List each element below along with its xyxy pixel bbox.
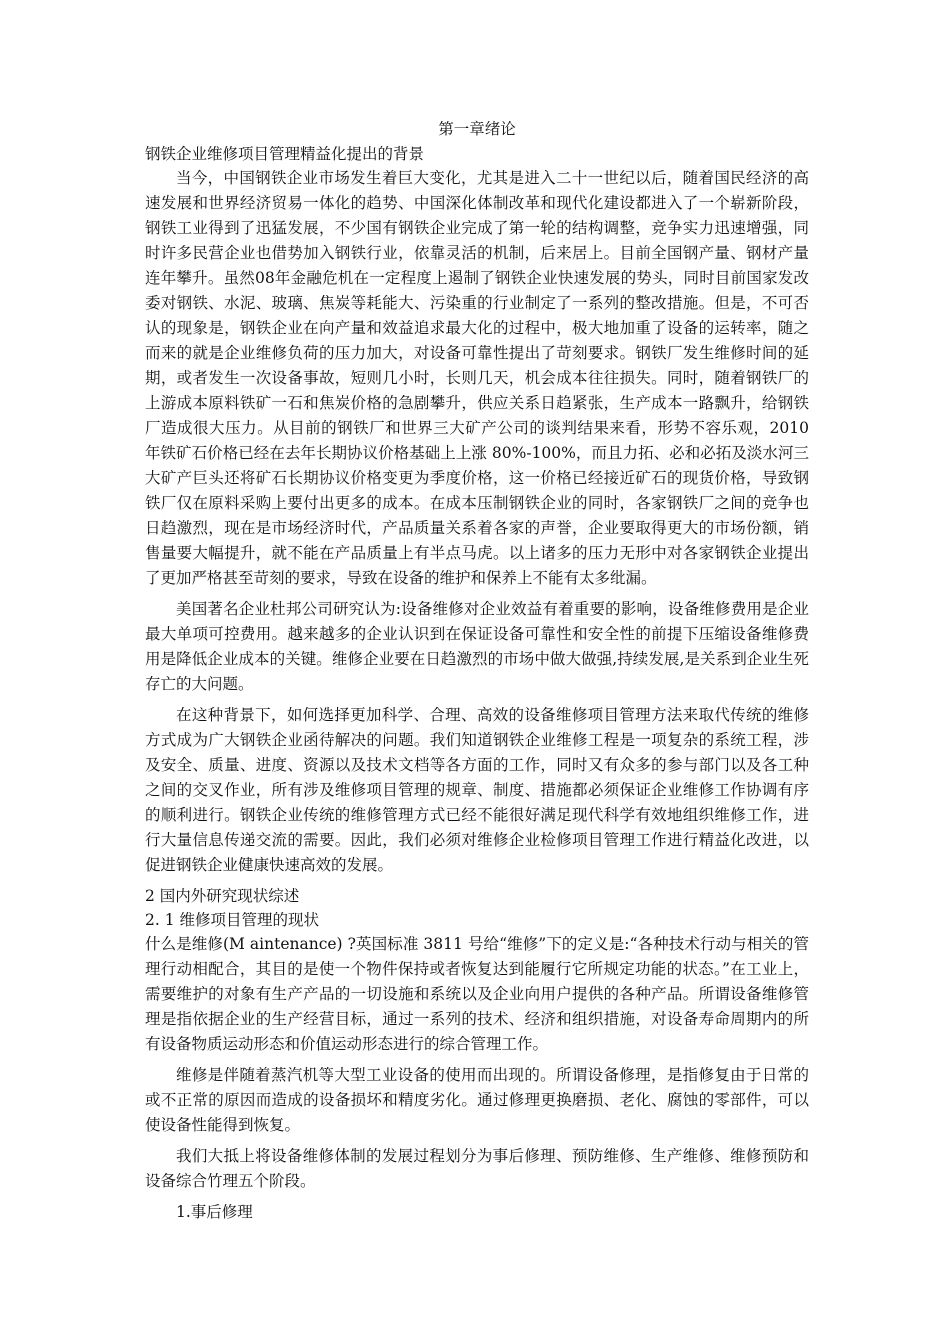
section-heading-2: 2 国内外研究现状综述 [145,887,300,905]
section-heading-background: 钢铁企业维修项目管理精益化提出的背景 [145,145,425,163]
paragraph-5: 维修是伴随着蒸汽机等大型工业设备的使用而出现的。所谓设备修理，是指修复由于日常的或不正常的原因而造成的设备损坏和精度劣化。通过修理更换磨损、老化、腐蚀的零部件，可以使设备性能得到恢复。 [145,1066,809,1134]
paragraph-2: 美国著名企业杜邦公司研究认为:设备维修对企业效益有着重要的影响，设备维修费用是企业最大单项可控费用。越来越多的企业认识到在保证设备可靠性和安全性的前提下压缩设备维修费用是降低企业成本的关键。维修企业要在日趋激烈的市场中做大做强,持续发展,是关系到企业生死存亡的大问题。 [145,600,809,693]
section-heading-2-1: 2. 1 维修项目管理的现状 [145,911,320,929]
paragraph-4: 什么是维修(M aintenance) ?英国标准 3811 号给“维修”下的定义是:“各种技术行动与相关的管理行动相配合，其目的是使一个物件保持或者恢复达到能履行它所规定功能的状态。”在工业上，需要维护的对象有生产产品的一切设施和系统以及企业向用户提供的各种产品。所谓设备维修管理是指依据企业的生产经营目标，通过一系列的技术、经济和组织措施，对设备寿命周期内的所有设备物质运动形态和价值运动形态进行的综合管理工作。 [145,935,809,1053]
paragraph-6: 我们大抵上将设备维修体制的发展过程划分为事后修理、预防维修、生产维修、维修预防和设备综合竹理五个阶段。 [145,1147,809,1190]
paragraph-3: 在这种背景下，如何选择更加科学、合理、高效的设备维修项目管理方法来取代传统的维修方式成为广大钢铁企业函待解决的问题。我们知道钢铁企业维修工程是一项复杂的系统工程，涉及安全、质量、进度、资源以及技术文档等各方面的工作，同时又有众多的参与部门以及各工种之间的交叉作业，所有涉及维修项目管理的规章、制度、措施都必须保证企业维修工作协调有序的顺利进行。钢铁企业传统的维修管理方式已经不能很好满足现代科学有效地组织维修工作，进行大量信息传递交流的需要。因此，我们必须对维修企业检修项目管理工作进行精益化改进，以促进钢铁企业健康快速高效的发展。 [145,706,809,874]
document-page [145,116,809,1225]
list-item-1: 1.事后修理 [176,1203,253,1221]
chapter-title: 第一章绪论 [438,120,516,138]
paragraph-1: 当今，中国钢铁企业市场发生着巨大变化，尤其是进入二十一世纪以后，随着国民经济的高速发展和世界经济贸易一体化的趋势、中国深化体制改革和现代化建设都进入了一个崭新阶段，钢铁工业得到了迅猛发展，不少国有钢铁企业完成了第一轮的结构调整，竞争实力迅速增强，同时许多民营企业也借势加入钢铁行业，依靠灵活的机制，后来居上。目前全国钢产量、钢材产量连年攀升。虽然08年金融危机在一定程度上遏制了钢铁企业快速发展的势头，同时目前国家发改委对钢铁、水泥、玻璃、焦炭等耗能大、污染重的行业制定了一系列的整改措施。但是，不可否认的现象是，钢铁企业在向产量和效益追求最大化的过程中，极大地加重了设备的运转率，随之而来的就是企业维修负荷的压力加大，对设备可靠性提出了苛刻要求。钢铁厂发生维修时间的延期，或者发生一次设备事故，短则几小时，长则几天，机会成本往往损失。同时，随着钢铁厂的上游成本原料铁矿一石和焦炭价格的急剧攀升，供应关系日趋紧张，生产成本一路飘升，给钢铁厂造成很大压力。从目前的钢铁厂和世界三大矿产公司的谈判结果来看，形势不容乐观，2010 年铁矿石价格已经在去年长期协议价格基础上上涨 80%-100%，而且力拓、必和必拓及淡水河三大矿产巨头还将矿石长期协议价格变更为季度价格，这一价格已经接近矿石的现货价格，导致钢铁厂仅在原料采购上要付出更多的成本。在成本压制钢铁企业的同时，各家钢铁厂之间的竞争也日趋激烈，现在是市场经济时代，产品质量关系着各家的声誉，企业要取得更大的市场份额，销售量要大幅提升，就不能在产品质量上有半点马虎。以上诸多的压力无形中对各家钢铁企业提出了更加严格甚至苛刻的要求，导致在设备的维护和保养上不能有太多纰漏。 [145,169,809,587]
